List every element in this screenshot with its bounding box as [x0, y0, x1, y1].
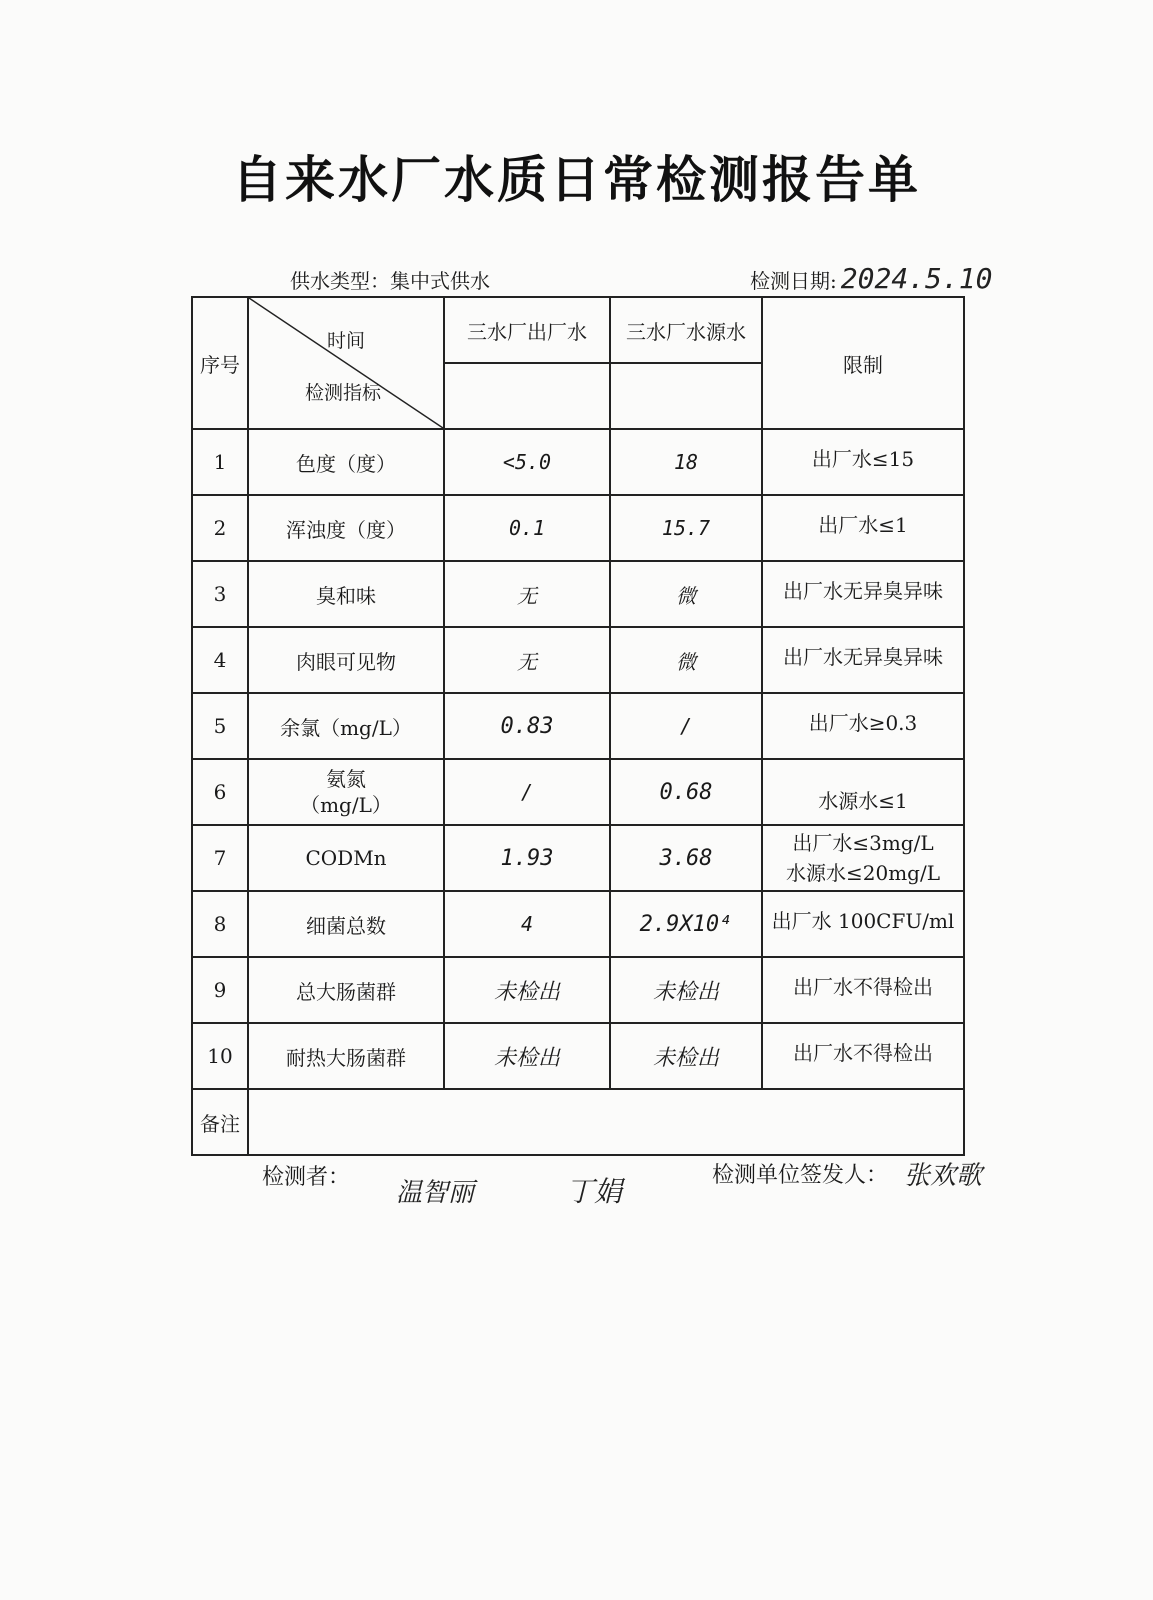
tester-signature-2: 丁娟: [566, 1175, 623, 1208]
table-row: [192, 561, 964, 627]
table-row: [192, 627, 964, 693]
supply-type: 供水类型：集中式供水: [290, 269, 490, 293]
header-index: 序号: [192, 297, 248, 429]
row-limit: 出厂水无异臭异味: [762, 561, 964, 627]
row-index: 5: [192, 693, 248, 759]
row-indicator: 余氯（mg/L）: [248, 693, 444, 759]
header-indicator: 检测指标: [305, 382, 382, 404]
row-value-a: 未检出: [444, 957, 610, 1023]
notes-label: 备注: [192, 1089, 248, 1155]
row-value-b: 微: [610, 561, 762, 627]
row-value-b: 0.68: [610, 759, 762, 825]
row-limit: 出厂水≥0.3: [762, 693, 964, 759]
test-date: [750, 262, 992, 295]
row-limit: 水源水≤1: [762, 759, 964, 825]
issuer-signature: 张欢歌: [904, 1161, 983, 1191]
row-index: 7: [192, 825, 248, 891]
row-value-b: 未检出: [610, 1023, 762, 1089]
row-limit: 出厂水无异臭异味: [762, 627, 964, 693]
row-limit: 出厂水≤1: [762, 495, 964, 561]
diagonal-line: [249, 298, 443, 428]
row-indicator-line2: （mg/L）: [300, 793, 392, 817]
row-limit-line1: 出厂水≤3mg/L: [792, 831, 934, 855]
test-date-label: 检测日期:: [750, 269, 837, 293]
tester-label: 检测者：: [262, 1165, 351, 1190]
header-limit: 限制: [762, 297, 964, 429]
row-value-b: 微: [610, 627, 762, 693]
row-value-a: 无: [444, 561, 610, 627]
row-value-b: 15.7: [610, 495, 762, 561]
table-row: [192, 495, 964, 561]
row-indicator: [248, 759, 444, 825]
table-row: [192, 825, 964, 891]
issuer-label: 检测单位签发人：: [712, 1163, 889, 1188]
row-value-b: 未检出: [610, 957, 762, 1023]
row-value-b: 2.9X10⁴: [610, 891, 762, 957]
table-row: [192, 693, 964, 759]
row-limit-line2: 水源水≤20mg/L: [786, 861, 940, 885]
row-value-a: 1.93: [444, 825, 610, 891]
row-value-a: 未检出: [444, 1023, 610, 1089]
row-index: 3: [192, 561, 248, 627]
row-value-b: /: [610, 693, 762, 759]
row-value-b: 3.68: [610, 825, 762, 891]
row-value-a: 4: [444, 891, 610, 957]
row-indicator: 耐热大肠菌群: [248, 1023, 444, 1089]
table-row: [192, 429, 964, 495]
row-value-a: 无: [444, 627, 610, 693]
header-col-a-sub: [444, 363, 610, 429]
notes-row: [192, 1089, 964, 1155]
row-index: 4: [192, 627, 248, 693]
row-value-a: /: [444, 759, 610, 825]
header-time: 时间: [327, 330, 366, 352]
row-value-b: 18: [610, 429, 762, 495]
row-indicator: 总大肠菌群: [248, 957, 444, 1023]
table-row: [192, 1023, 964, 1089]
row-limit: 出厂水不得检出: [762, 957, 964, 1023]
row-indicator: 臭和味: [248, 561, 444, 627]
row-index: 6: [192, 759, 248, 825]
tester-signature-1: 温智丽: [396, 1178, 475, 1208]
row-index: 8: [192, 891, 248, 957]
table-row: [192, 891, 964, 957]
row-indicator: 细菌总数: [248, 891, 444, 957]
row-index: 10: [192, 1023, 248, 1089]
row-index: 9: [192, 957, 248, 1023]
row-limit: 出厂水≤15: [762, 429, 964, 495]
report-title: 自来水厂水质日常检测报告单: [232, 151, 921, 209]
test-date-value: 2024.5.10: [840, 262, 993, 295]
row-limit: 出厂水不得检出: [762, 1023, 964, 1089]
row-limit: 出厂水 100CFU/ml: [762, 891, 964, 957]
table-row: [192, 957, 964, 1023]
row-index: 2: [192, 495, 248, 561]
row-value-a: <5.0: [444, 429, 610, 495]
row-index: 1: [192, 429, 248, 495]
row-indicator: 色度（度）: [248, 429, 444, 495]
row-value-a: 0.83: [444, 693, 610, 759]
row-limit: [762, 825, 964, 891]
row-indicator: CODMn: [248, 825, 444, 891]
header-col-b-sub: [610, 363, 762, 429]
notes-content: [248, 1089, 964, 1155]
row-indicator: 浑浊度（度）: [248, 495, 444, 561]
table-row: [192, 759, 964, 825]
header-col-a: 三水厂出厂水: [444, 297, 610, 363]
row-indicator: 肉眼可见物: [248, 627, 444, 693]
header-diagonal-cell: [248, 297, 444, 429]
header-col-b: 三水厂水源水: [610, 297, 762, 363]
row-indicator-line1: 氨氮: [326, 767, 366, 791]
row-value-a: 0.1: [444, 495, 610, 561]
report-table: [191, 296, 965, 1156]
